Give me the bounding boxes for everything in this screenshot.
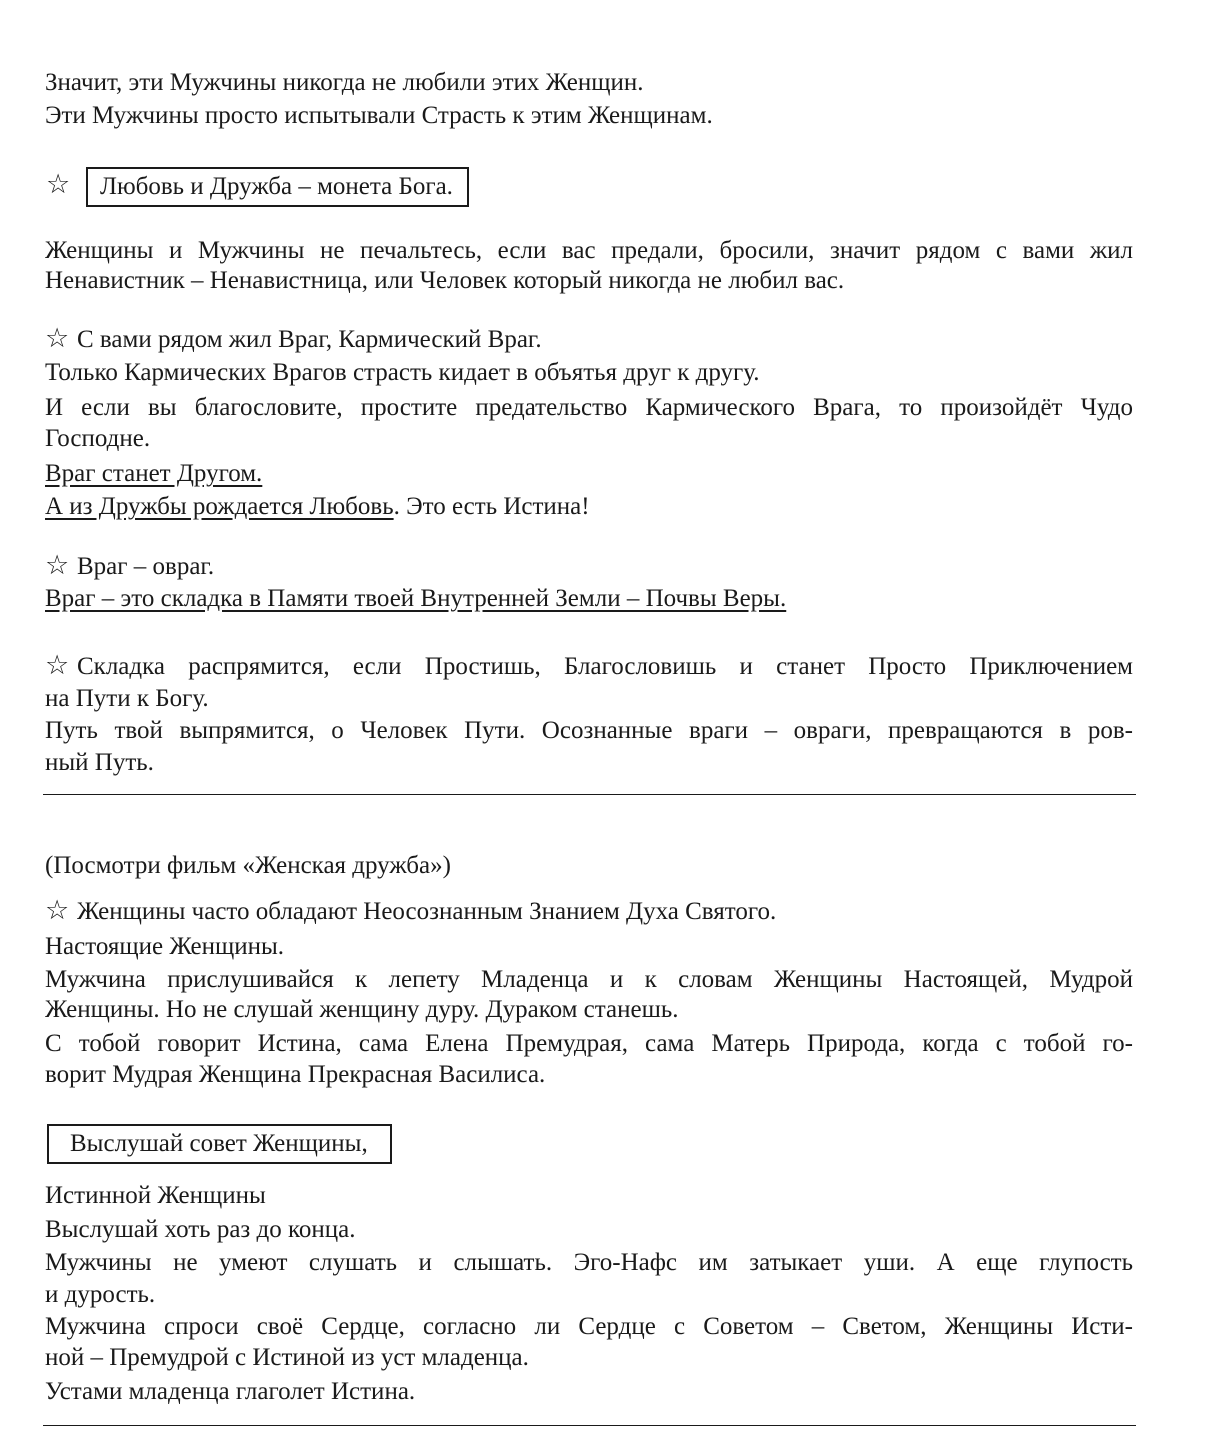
text-line: Истинной Женщины — [45, 1182, 266, 1209]
text-line: на Пути к Богу. — [45, 685, 209, 712]
text-line: С тобой говорит Истина, сама Елена Премудрая, сама Матерь Природа, когда с тобой го- — [45, 1030, 1133, 1057]
text-line: ной – Премудрой с Истиной из уст младенца. — [45, 1344, 529, 1371]
text-line: Женщины и Мужчины не печальтесь, если вас предали, бросили, значит рядом с вами жил — [45, 237, 1133, 264]
text-line: и дурость. — [45, 1281, 156, 1308]
text-line: ворит Мудрая Женщина Прекрасная Василиса. — [45, 1061, 546, 1088]
underlined-line: Враг – это складка в Памяти твоей Внутренней Земли – Почвы Веры. — [45, 585, 787, 612]
horizontal-divider — [43, 1425, 1136, 1426]
text-line: Женщины. Но не слушай женщину дуру. Дураком станешь. — [45, 996, 679, 1023]
star-outline-icon: ☆ — [45, 323, 70, 354]
text-line-bulleted — [45, 551, 214, 582]
text-line: Враг – овраг. — [77, 553, 215, 580]
text-line: С вами рядом жил Враг, Кармический Враг. — [77, 326, 542, 353]
text-line: Путь твой выпрямится, о Человек Пути. Осознанные враги – овраги, превращаются в ров- — [45, 717, 1133, 744]
text-line-bulleted — [45, 651, 1133, 682]
text-line: Ненавистник – Ненавистница, или Человек который никогда не любил вас. — [45, 267, 845, 294]
text-line: Устами младенца глаголет Истина. — [45, 1378, 416, 1405]
boxed-heading: Любовь и Дружба – монета Бога. — [86, 167, 469, 207]
text-line: И если вы благословите, простите предательство Кармического Врага, то произойдёт Чудо — [45, 394, 1133, 421]
text-line-mixed — [45, 492, 590, 522]
text-line: Женщины часто обладают Неосознанным Знанием Духа Святого. — [77, 898, 777, 925]
text-line: Складка распрямится, если Простишь, Благословишь и станет Просто Приключением — [77, 653, 1133, 680]
text-line-bulleted — [45, 896, 776, 927]
text-fragment: . Это есть Истина! — [393, 493, 590, 520]
text-line: Настоящие Женщины. — [45, 933, 285, 960]
text-line-bulleted — [45, 324, 542, 355]
star-outline-icon: ☆ — [45, 550, 70, 581]
text-line: Мужчина спроси своё Сердце, согласно ли Сердце с Советом – Светом, Женщины Исти- — [45, 1313, 1133, 1340]
text-line: Мужчина прислушивайся к лепету Младенца и к словам Женщины Настоящей, Мудрой — [45, 966, 1133, 993]
star-outline-icon: ☆ — [45, 650, 70, 681]
text-line: ный Путь. — [45, 749, 154, 776]
text-line: Господне. — [45, 425, 151, 452]
star-outline-icon: ☆ — [45, 895, 70, 926]
text-line: Эти Мужчины просто испытывали Страсть к этим Женщинам. — [45, 102, 713, 129]
text-line: Выслушай хоть раз до конца. — [45, 1216, 356, 1243]
text-line: Мужчины не умеют слушать и слышать. Эго-Нафс им затыкает уши. А еще глупость — [45, 1249, 1133, 1276]
text-line: Только Кармических Врагов страсть кидает в объятья друг к другу. — [45, 359, 760, 386]
star-outline-icon: ☆ — [46, 169, 71, 200]
boxed-heading: Выслушай совет Женщины, — [47, 1124, 392, 1164]
text-line: (Посмотри фильм «Женская дружба») — [45, 852, 451, 879]
text-line: Значит, эти Мужчины никогда не любили этих Женщин. — [45, 69, 644, 96]
horizontal-divider — [43, 794, 1136, 795]
underlined-line: Враг станет Другом. — [45, 460, 263, 487]
underlined-fragment: А из Дружбы рождается Любовь — [45, 493, 394, 520]
